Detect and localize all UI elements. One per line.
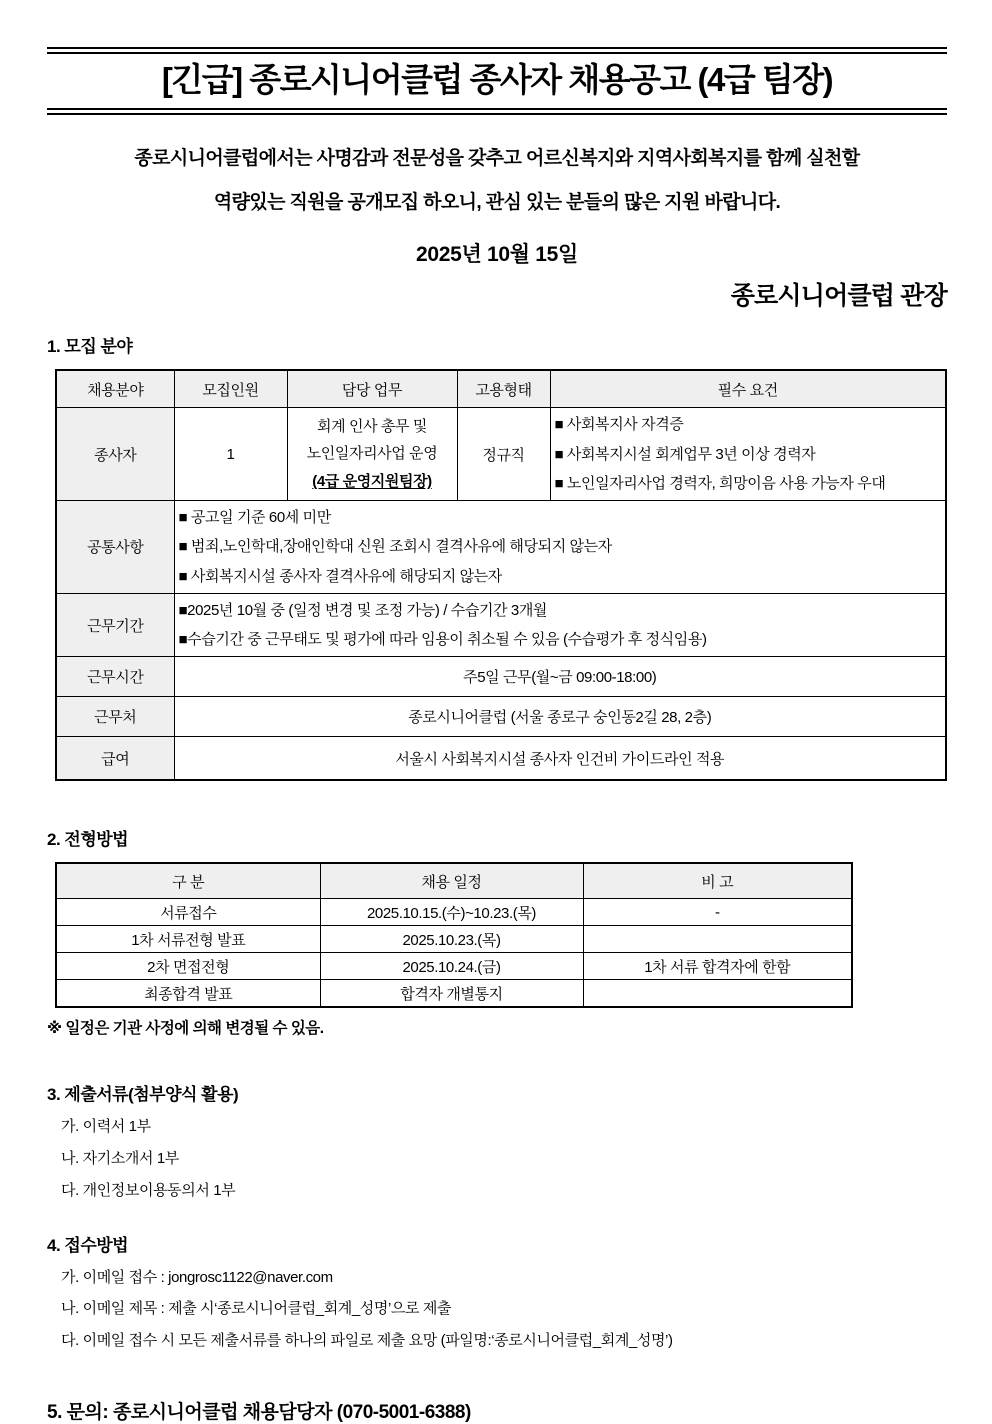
section-2-heading: 2. 전형방법 xyxy=(47,830,129,850)
col-header-schedule: 채용 일정 xyxy=(320,863,583,899)
schedule-cell: 2025.10.23.(목) xyxy=(320,926,583,953)
table-row xyxy=(56,899,852,926)
table-row xyxy=(56,926,852,953)
workplace-value-cell: 종로시니어클럽 (서울 종로구 숭인동2길 28, 2층) xyxy=(174,697,946,737)
col-header-duty: 담당 업무 xyxy=(287,370,457,408)
intro-line-2: 역량있는 직원을 공개모집 하오니, 관심 있는 분들의 많은 지원 바랍니다. xyxy=(213,191,781,213)
page-title: [긴급] 종로시니어클럽 종사자 채용공고 (4급 팀장) xyxy=(161,61,833,98)
remark-cell: 1차 서류 합격자에 한함 xyxy=(583,953,852,980)
common-items-cell xyxy=(174,501,946,594)
job-employment-type-cell: 정규직 xyxy=(457,408,550,501)
stage-cell: 최종합격 발표 xyxy=(56,980,320,1008)
col-header-category: 채용분야 xyxy=(56,370,174,408)
workplace-label-cell: 근무처 xyxy=(56,697,174,737)
job-headcount-cell: 1 xyxy=(174,408,287,501)
list-item-email-address: 가. 이메일 접수 : jongrosc1122@naver.com xyxy=(61,1268,333,1286)
table-row xyxy=(56,980,852,1008)
section-1-heading: 1. 모집 분야 xyxy=(47,337,133,357)
job-row xyxy=(56,408,946,501)
hours-value-cell: 주5일 근무(월~금 09:00-18:00) xyxy=(174,657,946,697)
list-item-email-subject: 나. 이메일 제목 : 제출 시‘종로시니어클럽_회계_성명’으로 제출 xyxy=(61,1300,452,1318)
stage-cell: 2차 면접전형 xyxy=(56,953,320,980)
schedule-table xyxy=(55,862,853,1008)
stage-cell: 1차 서류전형 발표 xyxy=(56,926,320,953)
common-item: ■ 범죄,노인학대,장애인학대 신원 조회시 결격사유에 해당되지 않는자 xyxy=(178,538,612,556)
stage-cell: 서류접수 xyxy=(56,899,320,926)
common-label-cell: 공통사항 xyxy=(56,501,174,594)
job-duty-cell xyxy=(287,408,457,501)
job-duty-line-1: 회계 인사 총무 및 xyxy=(317,417,427,435)
workplace-row xyxy=(56,697,946,737)
col-header-remark: 비 고 xyxy=(583,863,852,899)
documents-list xyxy=(47,1118,947,1200)
remark-cell xyxy=(583,980,852,1008)
table-row xyxy=(56,953,852,980)
schedule-table-header-row xyxy=(56,863,852,899)
salary-value-cell: 서울시 사회복지시설 종사자 인건비 가이드라인 적용 xyxy=(174,737,946,781)
schedule-cell: 2025.10.24.(금) xyxy=(320,953,583,980)
title-banner xyxy=(47,47,947,115)
col-header-headcount: 모집인원 xyxy=(174,370,287,408)
intro-paragraph xyxy=(47,137,947,224)
col-header-stage: 구 분 xyxy=(56,863,320,899)
signature: 종로시니어클럽 관장 xyxy=(730,282,947,311)
job-duty-line-2: 노인일자리사업 운영 xyxy=(306,445,438,463)
period-label-cell: 근무기간 xyxy=(56,593,174,657)
section-3-heading: 3. 제출서류(첨부양식 활용) xyxy=(47,1085,239,1105)
work-hours-row xyxy=(56,657,946,697)
schedule-note: ※ 일정은 기관 사정에 의해 변경될 수 있음. xyxy=(47,1020,324,1038)
list-item-file-instruction: 다. 이메일 접수 시 모든 제출서류를 하나의 파일로 제출 요망 (파일명:‘종로시니어클럽_회계_성명’) xyxy=(61,1332,673,1350)
section-4-heading: 4. 접수방법 xyxy=(47,1235,129,1255)
job-duty-line-3: (4급 운영지원팀장) xyxy=(312,473,432,491)
period-item: ■2025년 10월 중 (일정 변경 및 조정 가능) / 수습기간 3개월 xyxy=(178,601,548,619)
salary-label-cell: 급여 xyxy=(56,737,174,781)
schedule-cell: 2025.10.15.(수)~10.23.(목) xyxy=(320,899,583,926)
col-header-employment-type: 고용형태 xyxy=(457,370,550,408)
period-items-cell xyxy=(174,593,946,657)
common-item: ■ 사회복지시설 종사자 결격사유에 해당되지 않는자 xyxy=(178,567,502,585)
period-item: ■수습기간 중 근무태도 및 평가에 따라 임용이 취소될 수 있음 (수습평가 후 정식임용) xyxy=(178,631,707,649)
list-item: 다. 개인정보이용동의서 1부 xyxy=(61,1181,236,1199)
job-category-cell: 종사자 xyxy=(56,408,174,501)
intro-line-1: 종로시니어클럽에서는 사명감과 전문성을 갖추고 어르신복지와 지역사회복지를 함께 실천할 xyxy=(134,147,860,169)
apply-list xyxy=(47,1269,947,1351)
section-5-heading: 5. 문의: 종로시니어클럽 채용담당자 (070-5001-6388) xyxy=(47,1401,471,1423)
job-requirements-cell xyxy=(550,408,946,501)
list-item: 가. 이력서 1부 xyxy=(61,1118,151,1136)
requirement-item: ■ 사회복지사 자격증 xyxy=(554,416,684,434)
recruit-table xyxy=(55,369,947,781)
remark-cell: - xyxy=(583,899,852,926)
common-conditions-row xyxy=(56,501,946,594)
col-header-requirements: 필수 요건 xyxy=(550,370,946,408)
hours-label-cell: 근무시간 xyxy=(56,657,174,697)
requirement-item: ■ 노인일자리사업 경력자, 희망이음 사용 가능자 우대 xyxy=(554,474,886,492)
salary-row xyxy=(56,737,946,781)
recruit-table-header-row xyxy=(56,370,946,408)
schedule-cell: 합격자 개별통지 xyxy=(320,980,583,1008)
common-item: ■ 공고일 기준 60세 미만 xyxy=(178,509,331,527)
requirement-item: ■ 사회복지시설 회계업무 3년 이상 경력자 xyxy=(554,445,816,463)
remark-cell xyxy=(583,926,852,953)
work-period-row xyxy=(56,593,946,657)
list-item: 나. 자기소개서 1부 xyxy=(61,1150,179,1168)
posting-date: 2025년 10월 15일 xyxy=(415,243,579,267)
